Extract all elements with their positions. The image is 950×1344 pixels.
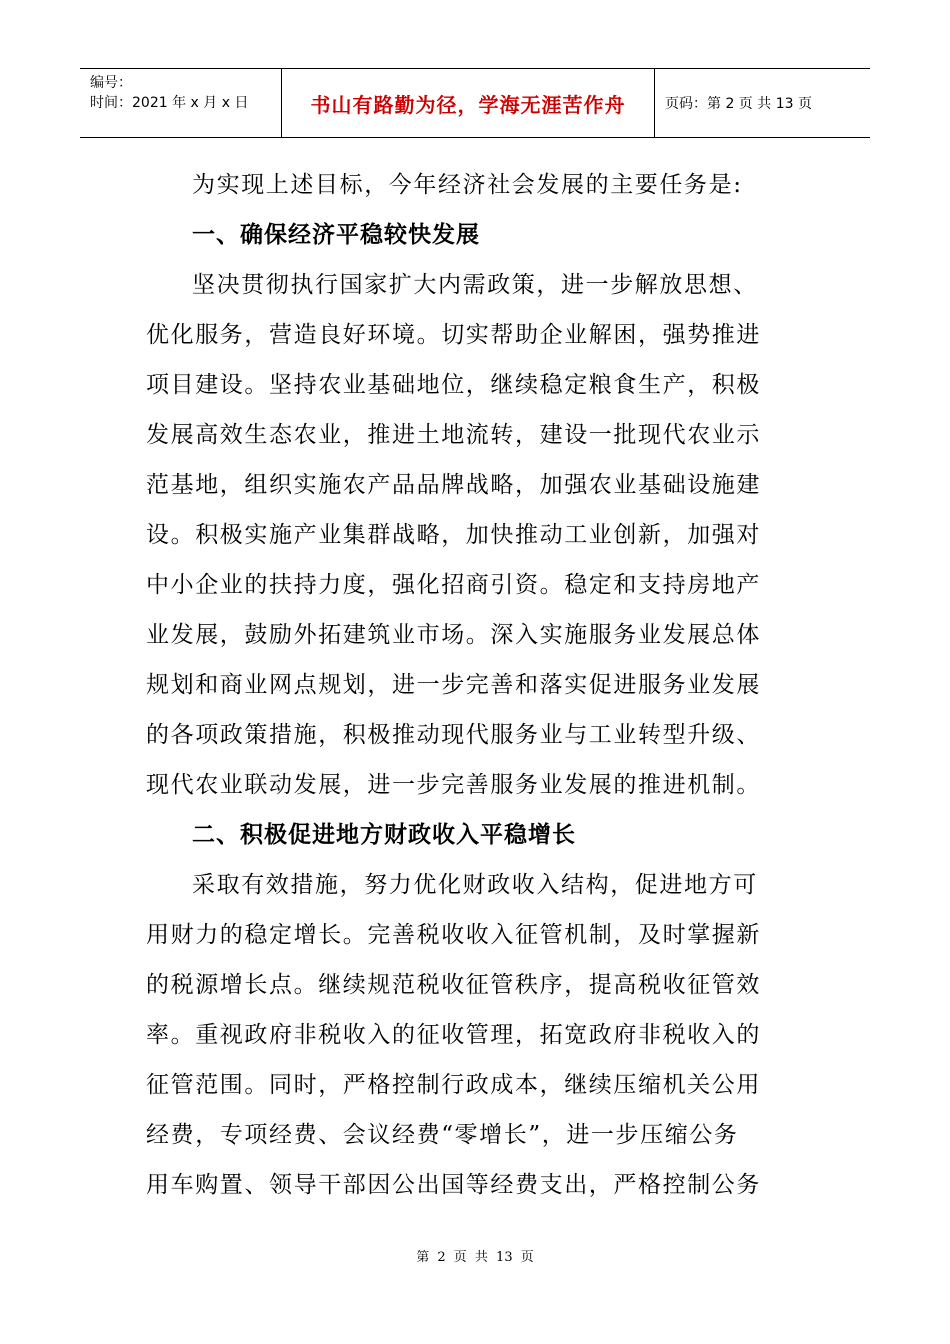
footer-page-number: 第 2 页 共 13 页 [416,1250,534,1265]
page-footer [0,1246,950,1265]
paragraph-line: 优化服务，营造良好环境。切实帮助企业解困，强势推进 [146,322,761,348]
paragraph-line: 规划和商业网点规划，进一步完善和落实促进服务业发展 [146,672,761,698]
paragraph-1 [146,260,811,810]
page-header [80,68,870,138]
paragraph-line: 用财力的稳定增长。完善税收收入征管机制，及时掌握新 [146,922,761,948]
intro-line: 为实现上述目标，今年经济社会发展的主要任务是: [192,172,743,198]
paragraph-2 [146,860,811,1210]
paragraph-line: 征管范围。同时，严格控制行政成本，继续压缩机关公用 [146,1072,761,1098]
header-meta [80,69,282,137]
paragraph-line: 经费，专项经费、会议经费“零增长”，进一步压缩公务 [146,1122,739,1148]
paragraph-line: 业发展，鼓励外拓建筑业市场。深入实施服务业发展总体 [146,622,761,648]
paragraph-line: 的各项政策措施，积极推动现代服务业与工业转型升级、 [146,722,761,748]
section-heading-2: 二、积极促进地方财政收入平稳增长 [192,822,576,848]
document-body [146,160,811,1210]
paragraph-line: 的税源增长点。继续规范税收征管秩序，提高税收征管效 [146,972,761,998]
paragraph-line: 坚决贯彻执行国家扩大内需政策，进一步解放思想、 [192,272,758,298]
number-label: 编号： [90,75,132,91]
paragraph-line: 用车购置、领导干部因公出国等经费支出，严格控制公务 [146,1172,761,1198]
paragraph-line: 发展高效生态农业，推进土地流转，建设一批现代农业示 [146,422,761,448]
section-heading-1: 一、确保经济平稳较快发展 [192,222,480,248]
page-info-text: 页码：第 2 页 共 13 页 [665,96,812,112]
date-label: 时间：2021 年 x 月 x 日 [90,95,249,111]
header-motto-cell [282,69,655,137]
paragraph-line: 现代农业联动发展，进一步完善服务业发展的推进机制。 [146,772,761,798]
paragraph-line: 项目建设。坚持农业基础地位，继续稳定粮食生产，积极 [146,372,761,398]
paragraph-line: 中小企业的扶持力度，强化招商引资。稳定和支持房地产 [146,572,761,598]
paragraph-line: 采取有效措施，努力优化财政收入结构，促进地方可 [192,872,758,898]
motto-text: 书山有路勤为径，学海无涯苦作舟 [310,92,626,117]
paragraph-line: 范基地，组织实施农产品品牌战略，加强农业基础设施建 [146,472,761,498]
paragraph-line: 设。积极实施产业集群战略，加快推动工业创新，加强对 [146,522,761,548]
header-page-info [655,69,870,137]
paragraph-line: 率。重视政府非税收入的征收管理，拓宽政府非税收入的 [146,1022,761,1048]
